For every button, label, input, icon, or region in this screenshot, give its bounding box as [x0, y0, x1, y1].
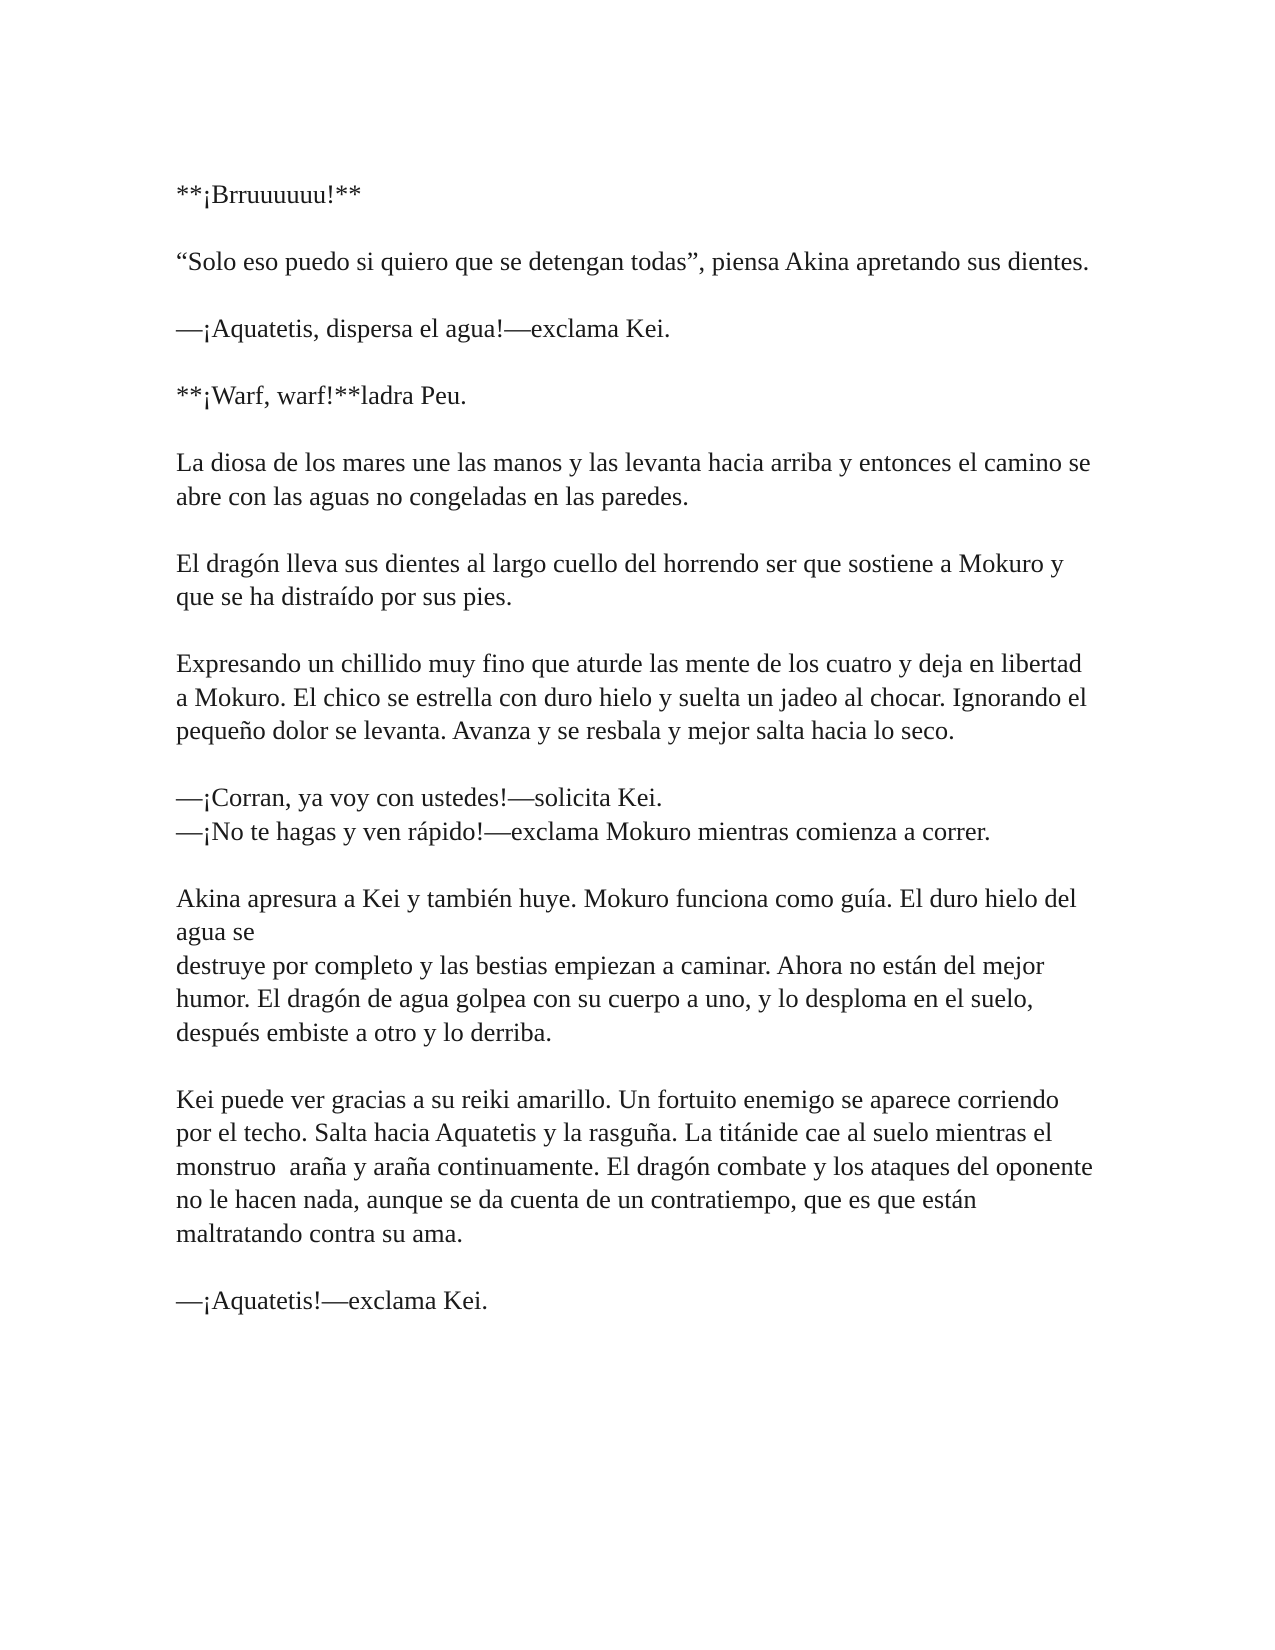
paragraph-ice-breaks: destruye por completo y las bestias empiezan a caminar. Ahora no están del mejor humor. El dragón de agua golpea con su cuerpo a uno, y lo desploma en el suelo, después embiste a otro y lo derriba. — [176, 949, 1051, 1047]
paragraph-mokuro-run: —¡No te hagas y ven rápido!—exclama Mokuro mientras comienza a correr. — [176, 815, 991, 846]
paragraph-sound-effect: **¡Brruuuuuu!** — [176, 179, 362, 209]
paragraph-screech: Expresando un chillido muy fino que aturde las mente de los cuatro y deja en libertad a Mokuro. El chico se estrella con duro hielo y suelta un jadeo al chocar. Ignorando el pequeño dolor se levanta. Avanza y se resbala y mejor salta hacia lo seco. — [176, 648, 1094, 745]
paragraph-kei-run: —¡Corran, ya voy con ustedes!—solicita Kei. — [176, 782, 663, 812]
paragraph-kei-exclaim: —¡Aquatetis!—exclama Kei. — [176, 1284, 488, 1315]
story-text — [176, 178, 1100, 1351]
paragraph-akina-flee: Akina apresura a Kei y también huye. Mokuro funciona como guía. El duro hielo del agua se — [176, 882, 1084, 946]
paragraph-reiki: Kei puede ver gracias a su reiki amarillo. Un fortuito enemigo se aparece corriendo por el techo. Salta hacia Aquatetis y la rasguña. La titánide cae al suelo mientras el monstruo araña y araña continuamente. El dragón combate y los ataques del oponente no le hacen nada, aunque se da cuenta de un contratiempo, que es que están maltratando contra su ama. — [176, 1083, 1100, 1248]
paragraph-goddess: La diosa de los mares une las manos y las levanta hacia arriba y entonces el camino se abre con las aguas no congeladas en las paredes. — [176, 447, 1098, 511]
paragraph-dragon: El dragón lleva sus dientes al largo cuello del horrendo ser que sostiene a Mokuro y que se ha distraído por sus pies. — [176, 547, 1071, 611]
paragraph-kei-dialogue: —¡Aquatetis, dispersa el agua!—exclama Kei. — [176, 313, 671, 343]
paragraph-peu-bark: **¡Warf, warf!**ladra Peu. — [176, 380, 467, 410]
paragraph-akina-thought: “Solo eso puedo si quiero que se detengan todas”, piensa Akina apretando sus dientes. — [176, 246, 1090, 276]
